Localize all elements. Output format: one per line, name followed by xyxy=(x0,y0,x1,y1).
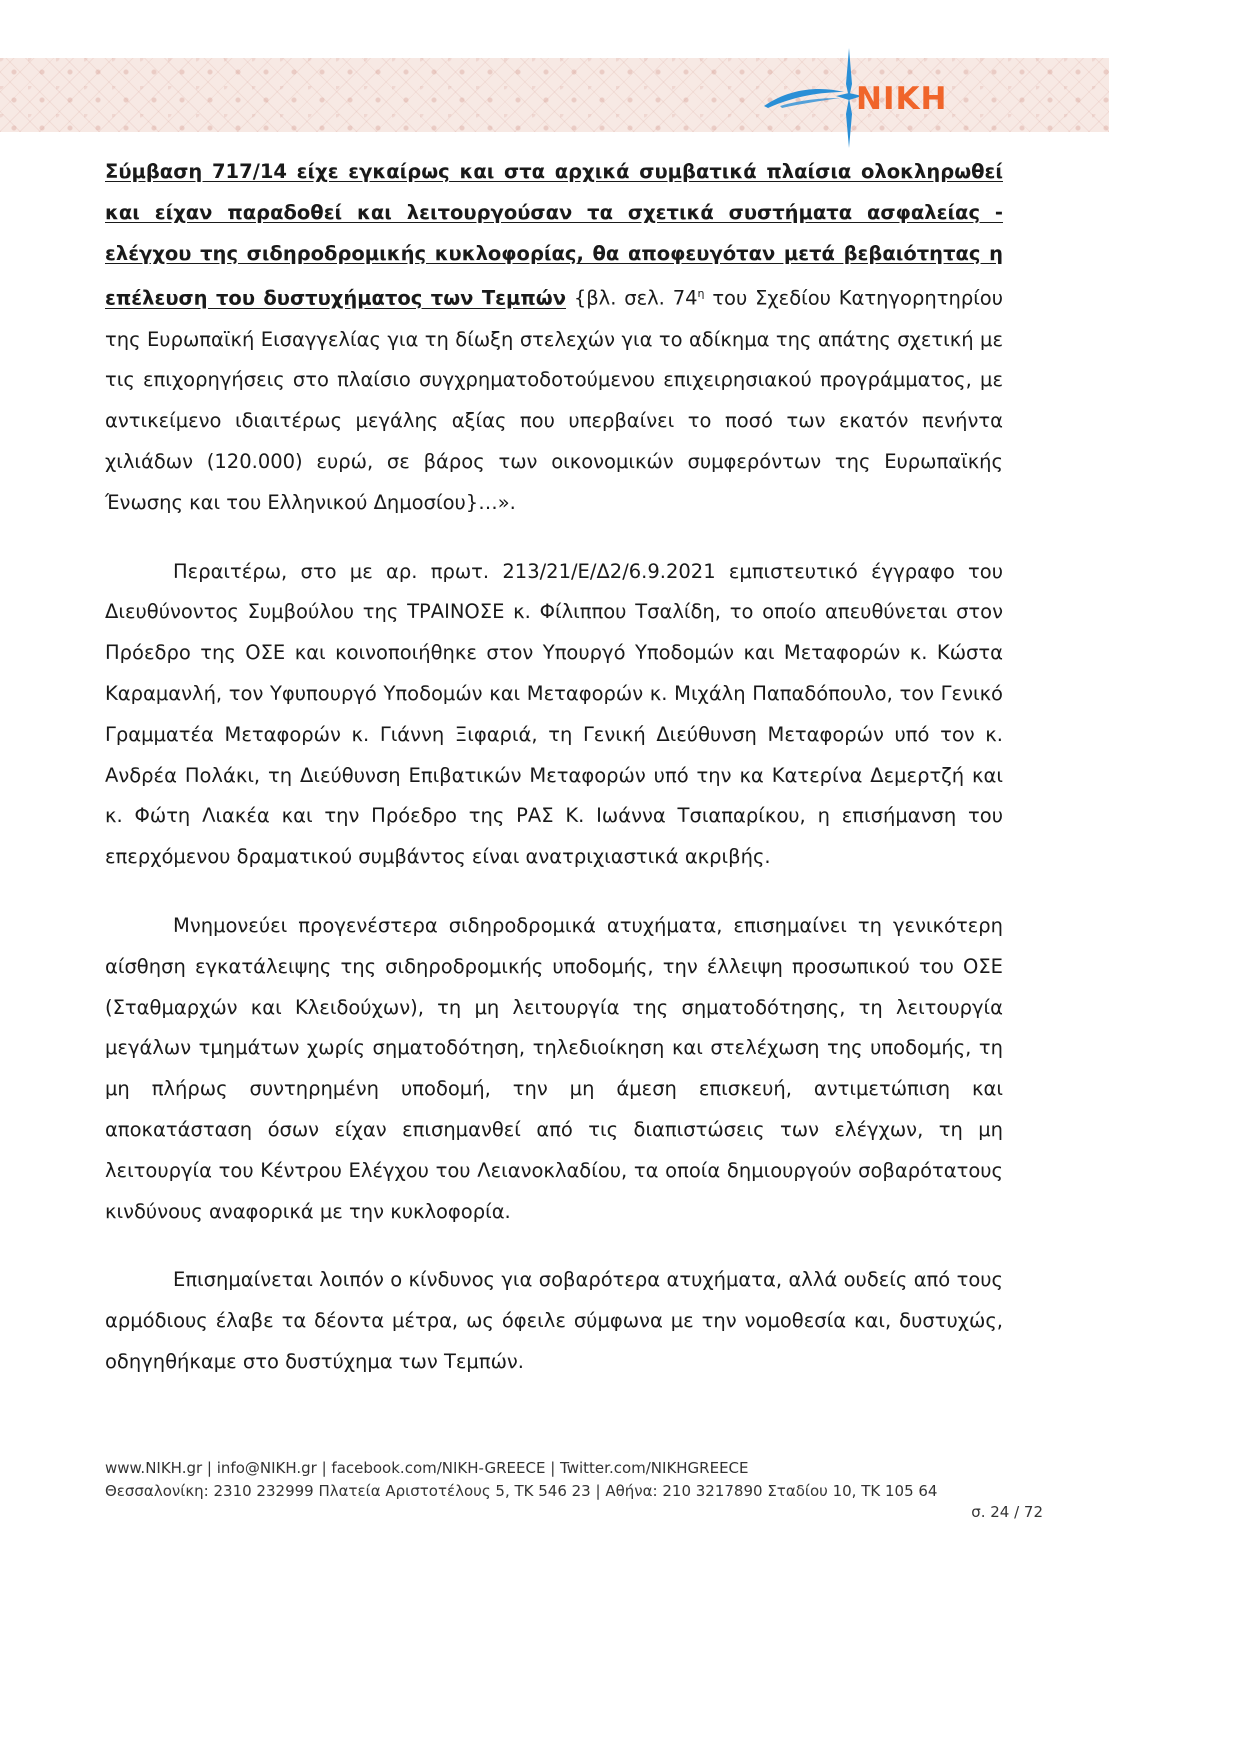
paragraph-3: Μνημονεύει προγενέστερα σιδηροδρομικά ατυχήματα, επισημαίνει τη γενικότερη αίσθηση εγκατάλειψης της σιδηροδρομικής υποδομής, την έλλειψη προσωπικού του ΟΣΕ (Σταθμαρχών και Κλειδούχων), τη μη λειτουργία της σηματοδότησης, τη λειτουργία μεγάλων τμημάτων χωρίς σηματοδότηση, τηλεδιοίκηση και στελέχωση της υποδομής, τη μη πλήρως συντηρημένη υποδομή, την μη άμεση επισκευή, αντιμετώπιση και αποκατάσταση όσων είχαν επισημανθεί από τις διαπιστώσεις των ελέγχων, τη μη λειτουργία του Κέντρου Ελέγχου του Λειανοκλαδίου, τα οποία δημιουργούν σοβαρότατους κινδύνους αναφορικά με την κυκλοφορία. xyxy=(105,914,1003,1223)
footer xyxy=(105,1457,1045,1503)
paragraph-4: Επισημαίνεται λοιπόν ο κίνδυνος για σοβαρότερα ατυχήματα, αλλά ουδείς από τους αρμόδιους έλαβε τα δέοντα μέτρα, ως όφειλε σύμφωνα με την νομοθεσία και, δυστυχώς, οδηγηθήκαμε στο δυστύχημα των Τεμπών. xyxy=(105,1268,1003,1374)
footer-addresses: Θεσσαλονίκη: 2310 232999 Πλατεία Αριστοτέλους 5, ΤΚ 546 23 | Αθήνα: 210 3217890 Σταδίου 10, ΤΚ 105 64 xyxy=(105,1482,938,1500)
paragraph-1-text-a: {βλ. σελ. 74 xyxy=(566,286,698,310)
paragraph-1 xyxy=(105,152,1003,524)
bold-underlined-lead: Σύμβαση 717/14 είχε εγκαίρως και στα αρχικά συμβατικά πλαίσια ολοκληρωθεί και είχαν παραδοθεί και λειτουργούσαν τα σχετικά συστήματα ασφαλείας - ελέγχου της σιδηροδρομικής κυκλοφορίας, θα αποφευγόταν μετά βεβαιότητας η επέλευση του δυστυχήματος των Τεμπών xyxy=(105,160,1003,310)
paragraph-2: Περαιτέρω, στο με αρ. πρωτ. 213/21/Ε/Δ2/6.9.2021 εμπιστευτικό έγγραφο του Διευθύνοντος Συμβούλου της ΤΡΑΙΝΟΣΕ κ. Φίλιππου Τσαλίδη, το οποίο απευθύνεται στον Πρόεδρο της ΟΣΕ και κοινοποιήθηκε στον Υπουργό Υποδομών και Μεταφορών κ. Κώστα Καραμανλή, τον Υφυπουργό Υποδομών και Μεταφορών κ. Μιχάλη Παπαδόπουλο, τον Γενικό Γραμματέα Μεταφορών κ. Γιάννη Ξιφαριά, τη Γενική Διεύθυνση Μεταφορών υπό τον κ. Ανδρέα Πολάκι, τη Διεύθυνση Επιβατικών Μεταφορών υπό την κα Κατερίνα Δεμερτζή και κ. Φώτη Λιακέα και την Πρόεδρο της ΡΑΣ Κ. Ιωάννα Τσιαπαρίκου, η επισήμανση του επερχόμενου δραματικού συμβάντος είναι ανατριχιαστικά ακριβής. xyxy=(105,559,1003,869)
paragraph-1-text-b: του Σχεδίου Κατηγορητηρίου της Ευρωπαϊκή Εισαγγελίας για τη δίωξη στελεχών για το αδίκημα της απάτης σχετική με τις επιχορηγήσεις στο πλαίσιο συγχρηματοδοτούμενου επιχειρησιακού προγράμματος, με αντικείμενο ιδιαιτέρως μεγάλης αξίας που υπερβαίνει το ποσό των εκατόν πενήντα χιλιάδων (120.000) ευρώ, σε βάρος των οικονομικών συμφερόντων της Ευρωπαϊκής Ένωσης και του Ελληνικού Δημοσίου}…». xyxy=(105,286,1004,514)
document-body xyxy=(105,152,1003,1411)
footer-links: www.NIKH.gr | info@NIKH.gr | facebook.com/NIKH-GREECE | Twitter.com/NIKHGREECE xyxy=(105,1459,749,1477)
logo-wordmark: NIKH xyxy=(856,81,948,117)
nikh-logo xyxy=(760,48,970,148)
page-number: σ. 24 / 72 xyxy=(971,1503,1043,1521)
ordinal-superscript: η xyxy=(697,287,705,301)
